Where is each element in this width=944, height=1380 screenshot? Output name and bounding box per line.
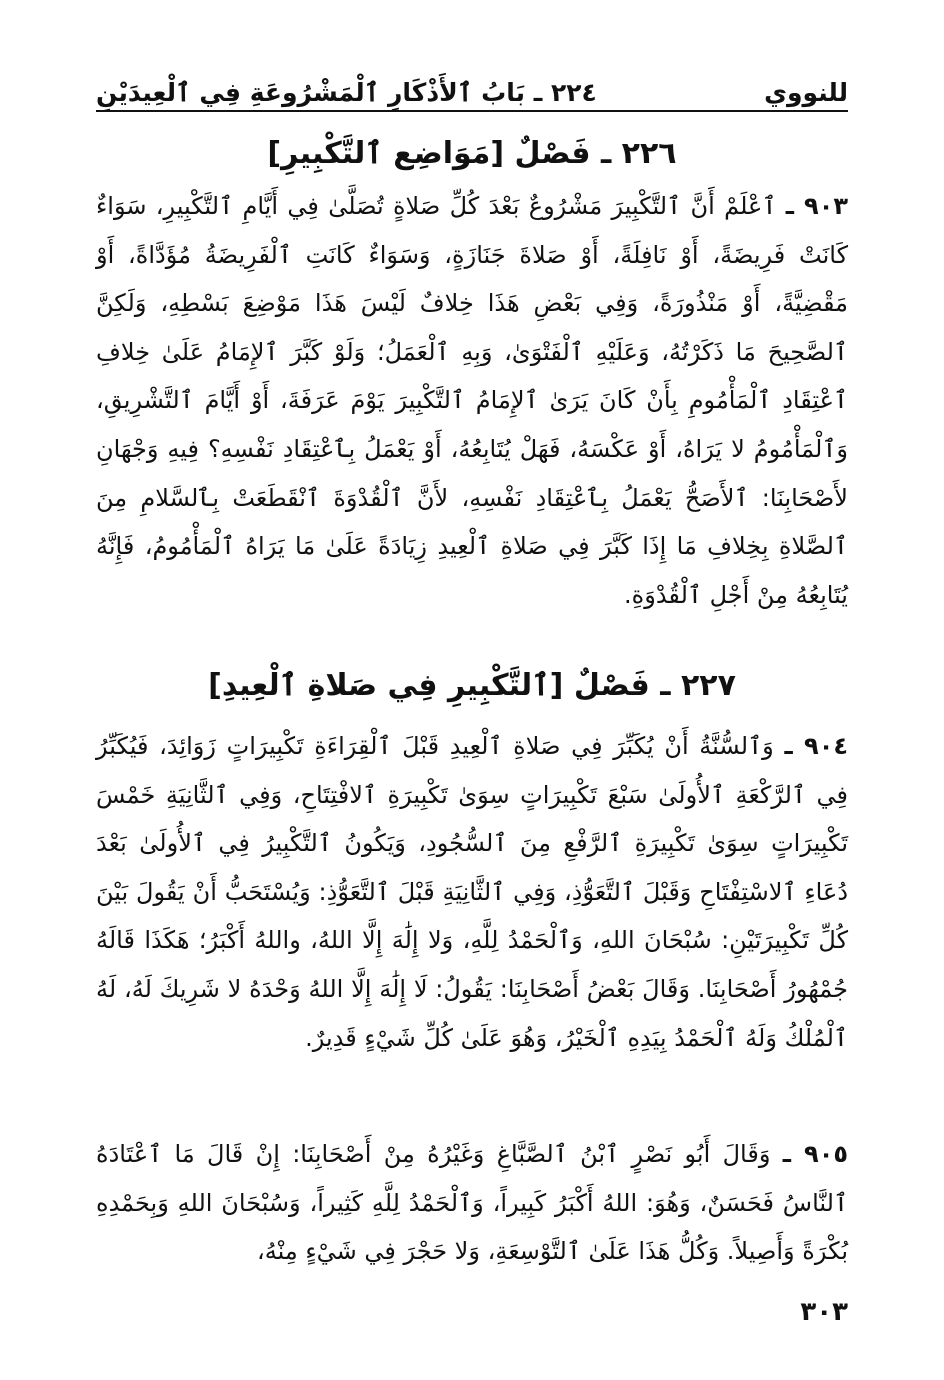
running-header [96,62,848,110]
paragraph-905 [96,1130,848,1276]
paragraph-text: وَٱلسُّنَّةُ أَنْ يُكَبِّرَ فِي صَلاةِ ٱلْعِيدِ قَبْلَ ٱلْقِرَاءَةِ تَكْبِيرَاتٍ زَوَائِدَ، فَيُكَبِّرُ فِي ٱلرَّكْعَةِ ٱلأُولَىٰ سَبْعَ تَكْبِيرَاتٍ سِوَىٰ تَكْبِيرَةِ ٱلافْتِتَاحِ، وَفِي ٱلثَّانِيَةِ خَمْسَ تَكْبِيرَاتٍ سِوَىٰ تَكْبِيرَةِ ٱلرَّفْعِ مِنَ ٱلسُّجُودِ، وَيَكُونُ ٱلتَّكْبِيرُ فِي ٱلأُولَىٰ بَعْدَ دُعَاءِ ٱلاسْتِفْتَاحِ وَقَبْلَ ٱلتَّعَوُّذِ، وَفِي ٱلثَّانِيَةِ قَبْلَ ٱلتَّعَوُّذِ: وَيُسْتَحَبُّ أَنْ يَقُولَ بَيْنَ كُلِّ تَكْبِيرَتَيْنِ: سُبْحَانَ اللهِ، وَٱلْحَمْدُ لِلَّهِ، وَلا إِلَٰهَ إِلَّا اللهُ، واللهُ أَكْبَرُ؛ هَكَذَا قَالَهُ جُمْهُورُ أَصْحَابِنَا. وَقَالَ بَعْضُ أَصْحَابِنَا: يَقُولُ: لَا إِلَٰهَ إِلَّا اللهُ وَحْدَهُ لا شَرِيكَ لَهُ، لَهُ ٱلْمُلْكُ وَلَهُ ٱلْحَمْدُ بِيَدِهِ ٱلْخَيْرُ، وَهُوَ عَلَىٰ كُلِّ شَيْءٍ قَدِيرٌ. [96,732,848,1052]
page-number: ٣٠٣ [800,1297,848,1327]
paragraph-number: ٩٠٣ ـ [785,192,848,220]
section-heading-226: ٢٢٦ ـ فَصْلٌ [مَوَاضِع ٱلتَّكْبِيرِ] [267,136,677,171]
paragraph-904 [96,722,848,1062]
paragraph-number: ٩٠٥ ـ [782,1140,848,1168]
section-heading-227: ٢٢٧ ـ فَصْلٌ [ٱلتَّكْبِيرِ فِي صَلاةِ ٱلْعِيدِ] [208,668,736,703]
paragraph-903 [96,182,848,619]
header-author: للنووي [764,78,848,107]
header-chapter-title: ٢٢٤ ـ بَابُ ٱلأَذْكَارِ ٱلْمَشْرُوعَةِ فِي ٱلْعِيدَيْنِ [96,78,597,107]
paragraph-text: وَقَالَ أَبُو نَصْرٍ ٱبْنُ ٱلصَّبَّاغِ وَغَيْرُهُ مِنْ أَصْحَابِنَا: إِنْ قَالَ مَا ٱعْتَادَهُ ٱلنَّاسُ فَحَسَنٌ، وَهُوَ: اللهُ أَكْبَرُ كَبِيراً، وَٱلْحَمْدُ لِلَّهِ كَثِيراً، وَسُبْحَانَ اللهِ وَبِحَمْدِهِ بُكْرَةً وَأَصِيلاً. وَكُلُّ هَذَا عَلَىٰ ٱلتَّوْسِعَةِ، وَلا حَجْرَ فِي شَيْءٍ مِنْهُ، [96,1140,848,1266]
header-divider [96,110,848,112]
paragraph-number: ٩٠٤ ـ [784,732,848,760]
paragraph-text: ٱعْلَمْ أَنَّ ٱلتَّكْبِيرَ مَشْرُوعٌ بَعْدَ كُلِّ صَلاةٍ تُصَلَّىٰ فِي أَيَّامِ ٱلتَّكْبِيرِ، سَوَاءٌ كَانَتْ فَرِيضَةً، أَوْ نَافِلَةً، أَوْ صَلاةَ جَنَازَةٍ، وَسَوَاءٌ كَانَتِ ٱلْفَرِيضَةُ مُؤَدَّاةً، أَوْ مَقْضِيَّةً، أَوْ مَنْذُورَةً، وَفِي بَعْضِ هَذَا خِلافٌ لَيْسَ هَذَا مَوْضِعَ بَسْطِهِ، وَلَكِنَّ ٱلصَّحِيحَ مَا ذَكَرْتُهُ، وَعَلَيْهِ ٱلْفَتْوَىٰ، وَبِهِ ٱلْعَمَلُ؛ وَلَوْ كَبَّرَ ٱلإِمَامُ عَلَىٰ خِلافِ ٱعْتِقَادِ ٱلْمَأْمُومِ بِأَنْ كَانَ يَرَىٰ ٱلإِمَامُ ٱلتَّكْبِيرَ يَوْمَ عَرَفَةَ، أَوْ أَيَّامَ ٱلتَّشْرِيقِ، وَٱلْمَأْمُومُ لا يَرَاهُ، أَوْ عَكْسَهُ، فَهَلْ يُتَابِعُهُ، أَوْ يَعْمَلُ بِٱعْتِقَادِ نَفْسِهِ؟ فِيهِ وَجْهَانِ لأَصْحَابِنَا: ٱلأَصَحُّ يَعْمَلُ بِٱعْتِقَادِ نَفْسِهِ، لأَنَّ ٱلْقُدْوَةَ ٱنْقَطَعَتْ بِٱلسَّلامِ مِنَ ٱلصَّلاةِ بِخِلافِ مَا إِذَا كَبَّرَ فِي صَلاةِ ٱلْعِيدِ زِيَادَةً عَلَىٰ مَا يَرَاهُ ٱلْمَأْمُومُ، فَإِنَّهُ يُتَابِعُهُ مِنْ أَجْلِ ٱلْقُدْوَةِ. [96,192,848,609]
